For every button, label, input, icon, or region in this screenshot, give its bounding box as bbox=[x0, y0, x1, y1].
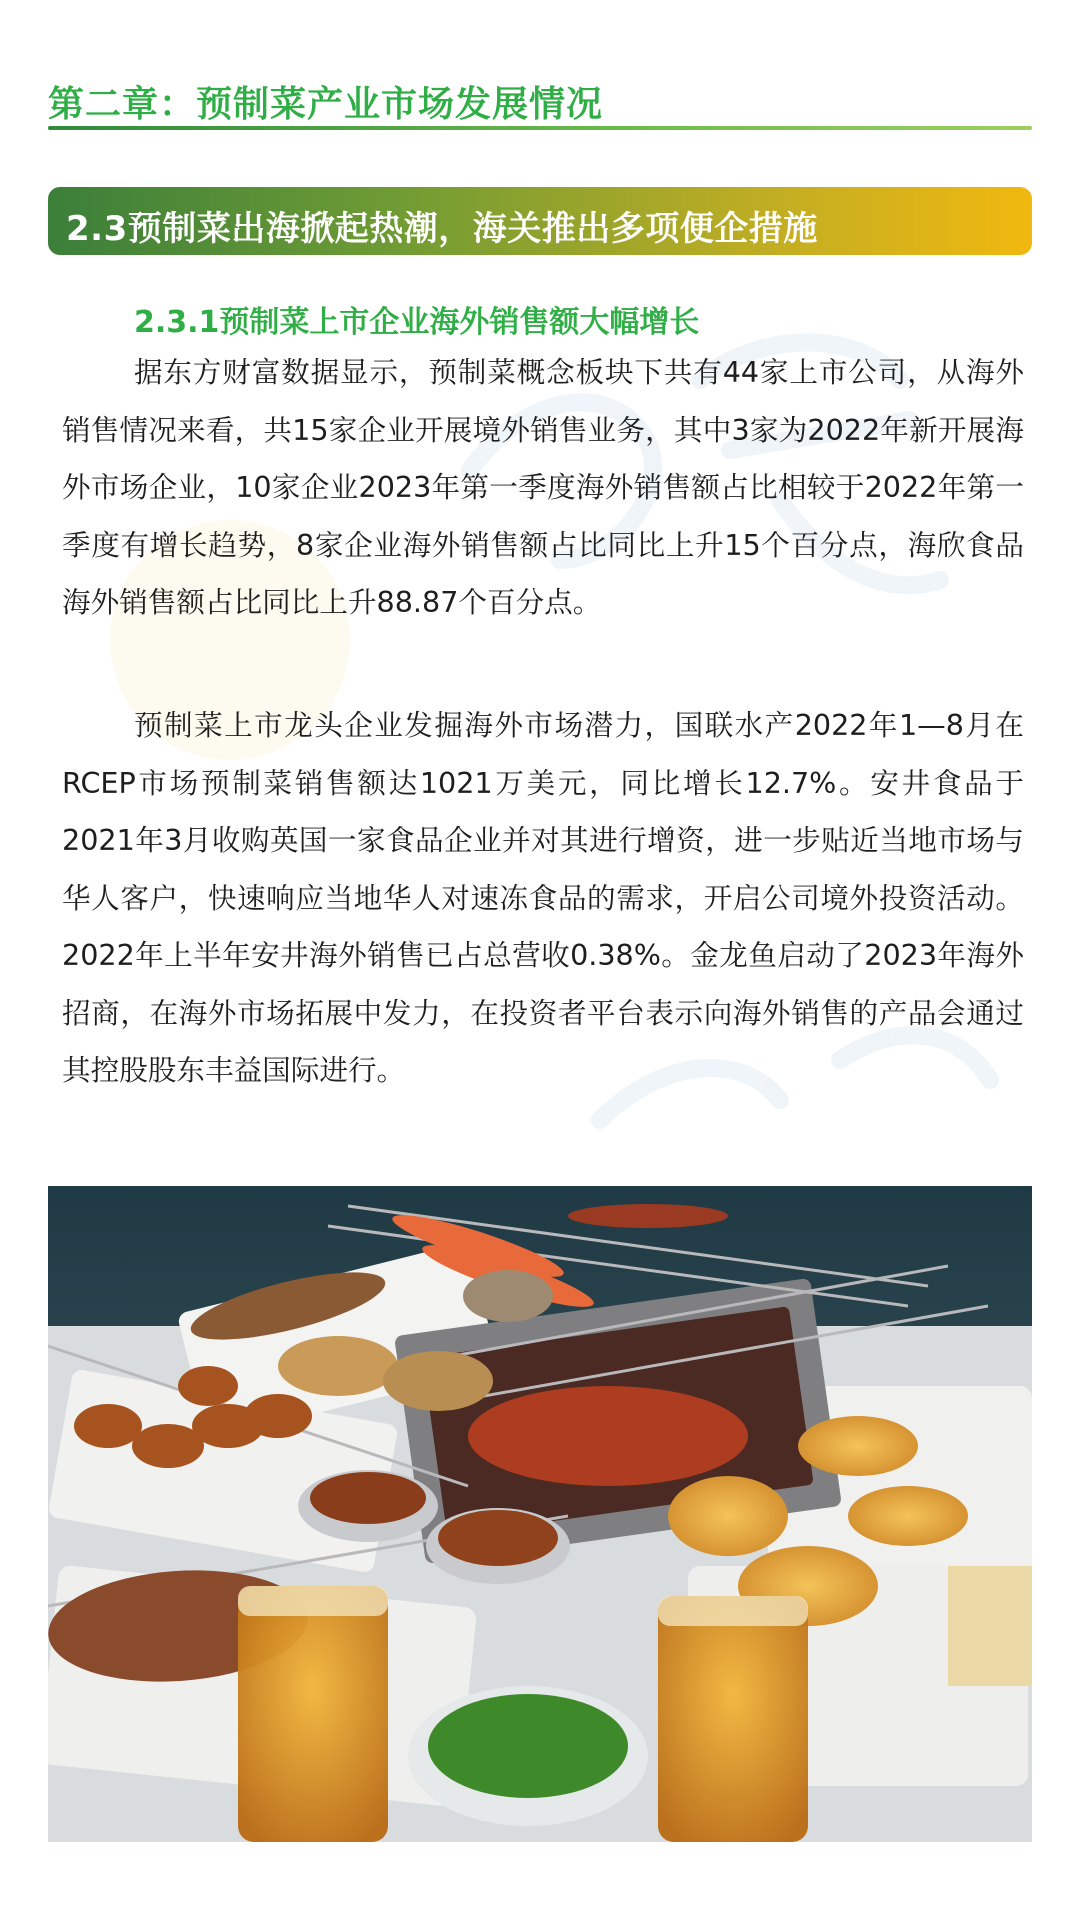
chapter-title: 第二章：预制菜产业市场发展情况 bbox=[48, 84, 604, 125]
food-photo bbox=[48, 1186, 1032, 1842]
section-banner bbox=[48, 187, 1032, 255]
section-title: 2.3预制菜出海掀起热潮，海关推出多项便企措施 bbox=[66, 209, 818, 249]
chapter-divider bbox=[48, 126, 1032, 130]
subsection-title: 2.3.1预制菜上市企业海外销售额大幅增长 bbox=[134, 305, 700, 340]
barbecue-photo-illustration bbox=[48, 1186, 1032, 1842]
body-paragraph: 预制菜上市龙头企业发掘海外市场潜力，国联水产2022年1—8月在RCEP市场预制菜销售额达1021万美元，同比增长12.7%。安井食品于2021年3月收购英国一家食品企业并对其进行增资，进一步贴近当地市场与华人客户，快速响应当地华人对速冻食品的需求，开启公司境外投资活动。2022年上半年安井海外销售已占总营收0.38%。金龙鱼启动了2023年海外招商，在海外市场拓展中发力，在投资者平台表示向海外销售的产品会通过其控股股东丰益国际进行。 bbox=[62, 708, 1024, 1087]
body-paragraph: 据东方财富数据显示，预制菜概念板块下共有44家上市公司，从海外销售情况来看，共15家企业开展境外销售业务，其中3家为2022年新开展海外市场企业，10家企业2023年第一季度海外销售额占比相较于2022年第一季度有增长趋势，8家企业海外销售额占比同比上升15个百分点，海欣食品海外销售额占比同比上升88.87个百分点。 bbox=[62, 355, 1024, 619]
